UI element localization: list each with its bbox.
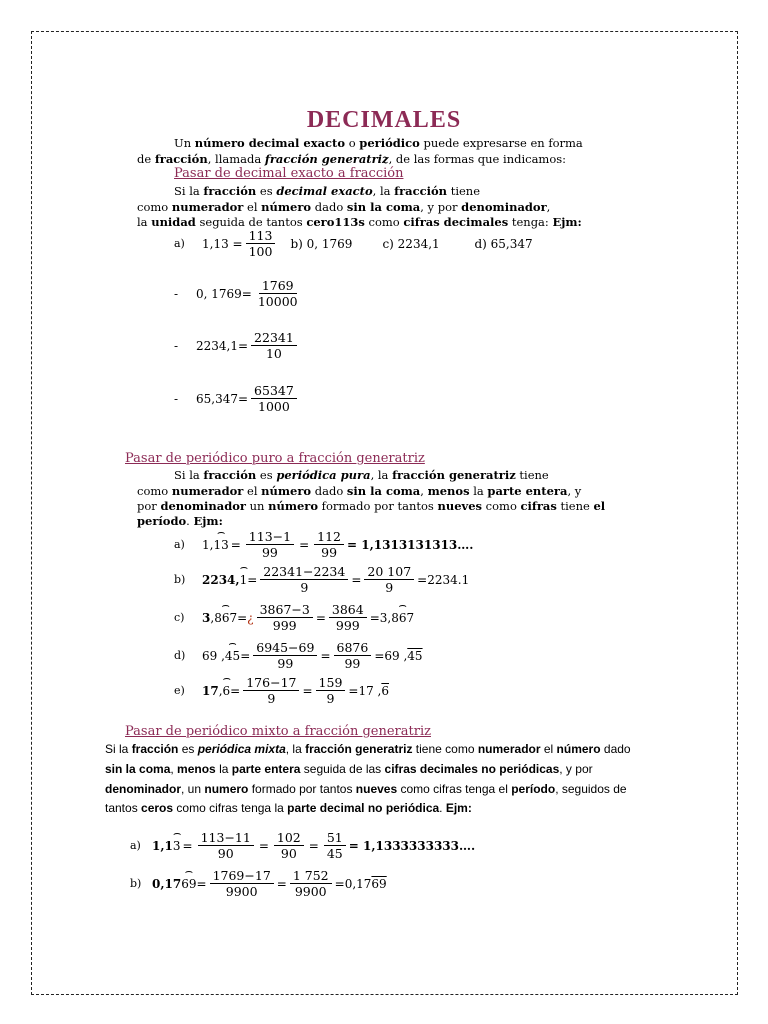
- text: tantos: [105, 801, 142, 815]
- sec3-example-a: [130, 830, 475, 861]
- text: de: [137, 152, 155, 166]
- text-bold: fracción: [203, 184, 257, 198]
- text: Si la: [105, 742, 132, 756]
- text-bold: cifras decimales: [403, 215, 509, 229]
- text: es: [256, 184, 277, 198]
- text: seguida de las: [300, 762, 385, 776]
- text: , y por: [420, 200, 462, 214]
- text: Si la: [174, 184, 204, 198]
- denominator: 99: [261, 545, 278, 560]
- sec3-line-3: [105, 781, 627, 797]
- equals-sign: =: [247, 572, 258, 587]
- numerator: 1 752: [290, 868, 332, 884]
- expression: 1,1: [152, 838, 173, 853]
- numerator: 51: [324, 830, 346, 846]
- item-label: a): [174, 237, 185, 250]
- text-bold: numerador: [171, 200, 244, 214]
- text: puede expresarse en forma: [419, 136, 583, 150]
- text: , y por: [559, 762, 593, 776]
- expression: b) 0, 1769: [290, 236, 353, 251]
- text-bold: parte decimal no periódica: [287, 801, 440, 815]
- text: , de las formas que indicamos:: [388, 152, 567, 166]
- text-bold: número: [268, 499, 319, 513]
- text: , y: [567, 484, 582, 498]
- expression: 65,347=: [196, 391, 249, 406]
- sec3-example-b: [130, 868, 387, 899]
- denominator: 9: [326, 691, 335, 706]
- text: tenga:: [508, 215, 553, 229]
- fraction: [329, 602, 367, 633]
- sec3-line-4: [105, 800, 472, 816]
- text: .: [439, 801, 446, 815]
- fraction: [364, 564, 414, 595]
- periodic-digits: ⌢ 867: [214, 611, 237, 625]
- dash: -: [174, 391, 179, 406]
- text-bold-italic: fracción generatriz: [264, 152, 389, 166]
- text-bold: el: [593, 499, 606, 513]
- numerator: 113: [246, 228, 276, 244]
- text: o: [345, 136, 360, 150]
- sec1-line-1: [174, 183, 480, 199]
- denominator: 9900: [225, 884, 258, 899]
- text-bold: parte entera: [487, 484, 568, 498]
- fraction: [210, 868, 274, 899]
- numerator: 113−11: [198, 830, 254, 846]
- denominator: 99: [344, 656, 361, 671]
- numerator: 159: [316, 675, 346, 691]
- text: , un: [181, 782, 205, 796]
- text: tiene: [556, 499, 594, 513]
- text-bold: Ejm:: [552, 215, 582, 229]
- numerator: 176−17: [243, 675, 299, 691]
- text: ,: [170, 762, 178, 776]
- text-bold: nueves: [437, 499, 483, 513]
- text: como: [482, 499, 521, 513]
- fraction: [246, 228, 276, 259]
- fraction: [246, 529, 294, 560]
- expression: 1,: [202, 537, 214, 552]
- text-bold: menos: [177, 762, 216, 776]
- sec1-result-3: [174, 383, 300, 414]
- equals-sign: =: [351, 572, 362, 587]
- text-bold: ceros: [141, 801, 174, 815]
- text-bold: fracción: [203, 468, 257, 482]
- text: , seguidos de: [555, 782, 627, 796]
- text-bold: fracción: [154, 152, 208, 166]
- result: = 1,1333333333….: [348, 838, 476, 853]
- text: , la: [285, 742, 306, 756]
- text: Un: [174, 136, 195, 150]
- equals-sign: =: [230, 683, 241, 698]
- sec1-result-2: [174, 330, 300, 361]
- result: =3,: [369, 610, 392, 625]
- fraction: [274, 830, 304, 861]
- text-bold: período: [137, 514, 187, 528]
- expression: d) 65,347: [474, 236, 533, 251]
- periodic-digits: ⌢ 3: [173, 839, 181, 853]
- expression: 69 ,: [202, 648, 225, 663]
- sec2-example-c: [174, 602, 414, 633]
- text: dado: [311, 200, 347, 214]
- text-bold: Ejm:: [445, 801, 472, 815]
- numerator: 6945−69: [253, 640, 317, 656]
- page-title: DECIMALES: [306, 107, 462, 133]
- text: un: [245, 499, 269, 513]
- equals-sign: =: [237, 610, 248, 625]
- text-bold: numerador: [171, 484, 244, 498]
- fraction: [324, 830, 346, 861]
- text-bold: número: [261, 484, 312, 498]
- fraction: [253, 640, 317, 671]
- denominator: 100: [248, 244, 273, 259]
- text-bold-italic: periódica pura: [276, 468, 371, 482]
- text-bold: sin la coma: [346, 484, 421, 498]
- numerator: 1769−17: [210, 868, 274, 884]
- fraction: [334, 640, 372, 671]
- text: como: [137, 200, 172, 214]
- denominator: 9900: [294, 884, 327, 899]
- fraction: [198, 830, 254, 861]
- text-bold: período: [511, 782, 556, 796]
- result: =69 ,: [374, 648, 408, 663]
- periodic-digits: ⌢ 6: [223, 684, 231, 698]
- denominator: 90: [217, 846, 234, 861]
- text-bold-italic: periódica mixta: [197, 742, 286, 756]
- text-bold: fracción generatriz: [392, 468, 516, 482]
- text-bold: fracción: [131, 742, 179, 756]
- sec2-example-a: [174, 529, 473, 560]
- denominator: 9: [385, 580, 394, 595]
- text: por: [137, 499, 161, 513]
- text-bold: número: [556, 742, 601, 756]
- periodic-digits: 6: [381, 683, 389, 698]
- equals-sign: =: [196, 876, 207, 891]
- periodic-digits: ⌢ 69: [181, 877, 196, 891]
- fraction: [251, 330, 297, 361]
- sec2-line-1: [174, 467, 549, 483]
- result: =2234.1: [417, 572, 470, 587]
- numerator: 65347: [251, 383, 297, 399]
- equals-sign: =: [320, 648, 331, 663]
- text: como: [137, 484, 172, 498]
- expression: 0,17: [152, 876, 182, 891]
- item-label: c): [174, 611, 185, 624]
- equals-sign: =: [240, 648, 251, 663]
- expression: 2234,: [202, 572, 240, 587]
- text: .: [186, 514, 194, 528]
- fraction: [243, 675, 299, 706]
- sec2-example-e: [174, 675, 389, 706]
- text: ,: [546, 200, 551, 214]
- numerator: 22341: [251, 330, 297, 346]
- numerator: 3864: [329, 602, 367, 618]
- text: como cifras tenga el: [397, 782, 512, 796]
- text-bold: cero113s: [306, 215, 365, 229]
- section-heading-exact: Pasar de decimal exacto a fracción: [174, 166, 404, 181]
- equals-sign: =: [258, 838, 269, 853]
- fraction: [251, 383, 297, 414]
- periodic-digits: 45: [407, 648, 423, 663]
- denominator: 9: [267, 691, 276, 706]
- text-bold: Ejm:: [193, 514, 223, 528]
- numerator: 6876: [334, 640, 372, 656]
- text: la: [215, 762, 232, 776]
- text-bold: parte entera: [231, 762, 301, 776]
- item-label: e): [174, 684, 185, 697]
- fraction: [255, 278, 301, 309]
- sec3-line-1: [105, 741, 631, 757]
- section-heading-mixed: Pasar de periódico mixto a fracción generatriz: [125, 724, 431, 739]
- text: , la: [370, 468, 393, 482]
- numerator: 102: [274, 830, 304, 846]
- text: , la: [372, 184, 395, 198]
- item-label: b): [174, 573, 186, 586]
- expression: 17: [202, 683, 219, 698]
- text: , llamada: [207, 152, 265, 166]
- result: =17 ,: [348, 683, 382, 698]
- sec3-line-2: [105, 761, 593, 777]
- denominator: 45: [326, 846, 343, 861]
- text: ,: [420, 484, 428, 498]
- text: Si la: [174, 468, 204, 482]
- text: tiene como: [412, 742, 478, 756]
- text: como cifras tenga la: [173, 801, 288, 815]
- denominator: 90: [280, 846, 297, 861]
- text-bold: unidad: [151, 215, 196, 229]
- fraction: [316, 675, 346, 706]
- text-bold-italic: decimal exacto: [276, 184, 373, 198]
- text: es: [178, 742, 198, 756]
- text-bold: fracción: [394, 184, 448, 198]
- text-bold: numero: [204, 782, 249, 796]
- text: dado: [311, 484, 347, 498]
- expression: 2234,1=: [196, 338, 249, 353]
- equals-sign: =: [315, 610, 326, 625]
- text-bold: cifras decimales no periódicas: [384, 762, 560, 776]
- sec1-line-2: [137, 199, 550, 215]
- text: formado por tantos: [248, 782, 356, 796]
- fraction: [257, 602, 313, 633]
- denominator: 999: [335, 618, 360, 633]
- section-heading-pure: Pasar de periódico puro a fracción generatriz: [125, 451, 425, 466]
- equals-sign: =: [302, 683, 313, 698]
- text-bold: sin la coma: [105, 762, 171, 776]
- numerator: 113−1: [246, 529, 294, 545]
- numerator: 112: [314, 529, 344, 545]
- denominator: 999: [272, 618, 297, 633]
- sec2-example-b: [174, 564, 469, 595]
- text: tiene: [515, 468, 549, 482]
- item-label: d): [174, 649, 186, 662]
- text-bold: número decimal exacto: [194, 136, 346, 150]
- expression: ,: [218, 683, 223, 698]
- item-label: a): [130, 839, 141, 852]
- intro-line-2: [137, 151, 566, 167]
- dash: -: [174, 286, 179, 301]
- text: la: [137, 215, 152, 229]
- text: como: [364, 215, 404, 229]
- text-bold: sin la coma: [346, 200, 421, 214]
- result: =0,17: [334, 876, 372, 891]
- sec2-example-d: [174, 640, 423, 671]
- text-bold: menos: [427, 484, 470, 498]
- item-label: a): [174, 538, 185, 551]
- sec1-result-1: [174, 278, 304, 309]
- periodic-digits: ⌢ 13: [213, 538, 228, 552]
- text-bold: denominador: [105, 782, 182, 796]
- numerator: 20 107: [364, 564, 414, 580]
- expression: 0, 1769=: [196, 286, 252, 301]
- item-label: b): [130, 877, 142, 890]
- denominator: 10: [265, 346, 282, 361]
- denominator: 1000: [258, 399, 290, 414]
- periodic-digits: 69: [371, 876, 387, 891]
- equals-sign: =: [276, 876, 287, 891]
- text: el: [540, 742, 557, 756]
- sec2-line-3: [137, 498, 605, 514]
- sec2-line-2: [137, 483, 581, 499]
- numerator: 22341−2234: [260, 564, 348, 580]
- text: tiene: [447, 184, 481, 198]
- equals-sign: =: [308, 838, 319, 853]
- result: = 1,1313131313….: [347, 537, 474, 552]
- denominator: 10000: [257, 294, 298, 309]
- fraction: [314, 529, 344, 560]
- equals-sign: =: [299, 537, 310, 552]
- numerator: 3867−3: [257, 602, 313, 618]
- expression: ,: [210, 610, 215, 625]
- text-bold: periódico: [359, 136, 420, 150]
- text: el: [243, 200, 262, 214]
- text-bold: fracción generatriz: [305, 742, 413, 756]
- text-bold: denominador: [160, 499, 246, 513]
- fraction: [290, 868, 332, 899]
- expression: 1,13 =: [202, 236, 243, 251]
- intro-line-1: [174, 135, 583, 151]
- equals-sign: =: [182, 838, 193, 853]
- text: es: [256, 468, 277, 482]
- periodic-digits: ⌢ 867: [391, 611, 414, 625]
- text: dado: [600, 742, 631, 756]
- periodic-digits: ⌢ 45: [225, 649, 240, 663]
- equals-sign: =: [230, 537, 241, 552]
- text: seguida de tantos: [195, 215, 307, 229]
- text: la: [469, 484, 488, 498]
- text-bold: numerador: [477, 742, 541, 756]
- text-bold: nueves: [355, 782, 398, 796]
- denominator: 9: [300, 580, 309, 595]
- numerator: 1769: [259, 278, 297, 294]
- text: formado por tantos: [318, 499, 438, 513]
- denominator: 99: [277, 656, 294, 671]
- dash: -: [174, 338, 179, 353]
- text-bold: cifras: [520, 499, 557, 513]
- fraction: [260, 564, 348, 595]
- text: el: [243, 484, 262, 498]
- text-bold: denominador: [461, 200, 547, 214]
- text-bold: número: [261, 200, 312, 214]
- periodic-digits: ⌢ 1: [240, 573, 248, 587]
- error-glyph: ¿: [247, 610, 254, 625]
- denominator: 99: [321, 545, 338, 560]
- expression: 3: [202, 610, 211, 625]
- sec2-line-4: [137, 513, 223, 529]
- sec1-example-row: [174, 228, 533, 259]
- expression: c) 2234,1: [382, 236, 440, 251]
